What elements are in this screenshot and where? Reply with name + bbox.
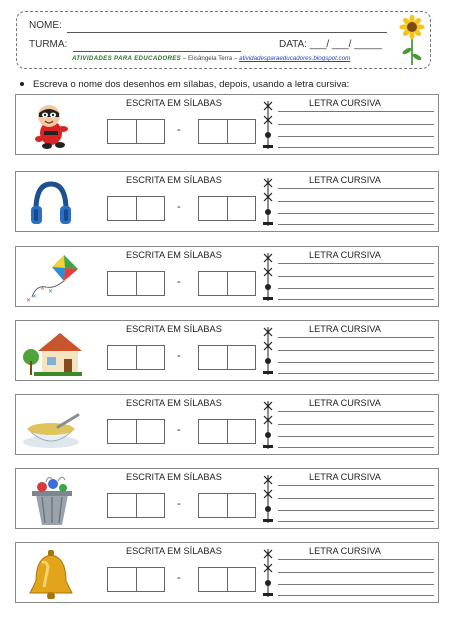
syllable-boxes-second[interactable] xyxy=(198,419,256,444)
cursive-label: LETRA CURSIVA xyxy=(309,324,381,334)
cursive-writing-line[interactable] xyxy=(278,510,434,511)
syllable-boxes-first[interactable] xyxy=(107,567,165,592)
exercise-row xyxy=(15,394,439,455)
cursive-writing-line[interactable] xyxy=(278,337,434,338)
writing-guide-icon xyxy=(262,473,274,525)
bullet-icon xyxy=(20,82,24,86)
cursive-writing-line[interactable] xyxy=(278,213,434,214)
cursive-writing-line[interactable] xyxy=(278,447,434,448)
cursive-writing-line[interactable] xyxy=(278,424,434,425)
cursive-writing-line[interactable] xyxy=(278,595,434,596)
soup-bowl-icon xyxy=(20,399,82,451)
syllable-boxes-second[interactable] xyxy=(198,567,256,592)
site-link[interactable]: atividadesparaeducadores.blogspot.com xyxy=(239,55,351,62)
svg-text:✕: ✕ xyxy=(26,297,32,303)
trash-can-icon xyxy=(20,473,82,525)
syllable-separator: - xyxy=(177,201,181,213)
cursive-label: LETRA CURSIVA xyxy=(309,250,381,260)
cursive-label: LETRA CURSIVA xyxy=(309,175,381,185)
syllable-boxes-first[interactable] xyxy=(107,493,165,518)
syllable-separator: - xyxy=(177,350,181,362)
exercise-row xyxy=(15,246,439,307)
svg-text:✕: ✕ xyxy=(48,288,54,295)
turma-line xyxy=(73,51,241,52)
sunflower-icon xyxy=(399,15,425,67)
cursive-writing-line[interactable] xyxy=(278,299,434,300)
syllable-boxes-second[interactable] xyxy=(198,119,256,144)
writing-guide-icon xyxy=(262,99,274,151)
cursive-writing-line[interactable] xyxy=(278,124,434,125)
syllable-boxes-second[interactable] xyxy=(198,196,256,221)
writing-guide-icon xyxy=(262,251,274,303)
cursive-writing-line[interactable] xyxy=(278,263,434,264)
syllable-boxes-first[interactable] xyxy=(107,419,165,444)
syllable-boxes-second[interactable] xyxy=(198,493,256,518)
syllables-label: ESCRITA EM SÍLABAS xyxy=(126,472,222,482)
cursive-writing-line[interactable] xyxy=(278,373,434,374)
cursive-writing-line[interactable] xyxy=(278,111,434,112)
cursive-writing-line[interactable] xyxy=(278,485,434,486)
cursive-writing-line[interactable] xyxy=(278,136,434,137)
cursive-writing-line[interactable] xyxy=(278,498,434,499)
exercise-row xyxy=(15,94,439,155)
syllables-label: ESCRITA EM SÍLABAS xyxy=(126,324,222,334)
superhero-baby-icon xyxy=(20,99,82,151)
syllables-label: ESCRITA EM SÍLABAS xyxy=(126,398,222,408)
svg-text:✕: ✕ xyxy=(40,285,46,292)
writing-guide-icon xyxy=(262,547,274,599)
syllable-separator: - xyxy=(177,572,181,584)
author-name: – Elisângela Terra – xyxy=(181,55,240,62)
cursive-writing-line[interactable] xyxy=(278,436,434,437)
house-icon xyxy=(20,325,82,377)
cursive-writing-line[interactable] xyxy=(278,188,434,189)
exercise-row xyxy=(15,320,439,381)
cursive-label: LETRA CURSIVA xyxy=(309,398,381,408)
nome-line xyxy=(67,32,387,33)
cursive-writing-line[interactable] xyxy=(278,147,434,148)
instruction xyxy=(20,79,349,90)
exercise-row xyxy=(15,542,439,603)
cursive-label: LETRA CURSIVA xyxy=(309,472,381,482)
syllable-separator: - xyxy=(177,276,181,288)
cursive-writing-line[interactable] xyxy=(278,521,434,522)
cursive-label: LETRA CURSIVA xyxy=(309,546,381,556)
syllable-boxes-second[interactable] xyxy=(198,271,256,296)
syllables-label: ESCRITA EM SÍLABAS xyxy=(126,546,222,556)
nome-label: NOME: xyxy=(29,20,62,31)
cursive-label: LETRA CURSIVA xyxy=(309,98,381,108)
exercise-row xyxy=(15,468,439,529)
syllable-boxes-first[interactable] xyxy=(107,119,165,144)
cursive-writing-line[interactable] xyxy=(278,350,434,351)
syllables-label: ESCRITA EM SÍLABAS xyxy=(126,98,222,108)
turma-label: TURMA: xyxy=(29,39,68,50)
cursive-writing-line[interactable] xyxy=(278,584,434,585)
syllable-separator: - xyxy=(177,424,181,436)
cursive-writing-line[interactable] xyxy=(278,288,434,289)
credit-line xyxy=(72,55,350,62)
syllables-label: ESCRITA EM SÍLABAS xyxy=(126,175,222,185)
writing-guide-icon xyxy=(262,325,274,377)
syllable-boxes-second[interactable] xyxy=(198,345,256,370)
cursive-writing-line[interactable] xyxy=(278,276,434,277)
exercise-row xyxy=(15,171,439,232)
cursive-writing-line[interactable] xyxy=(278,201,434,202)
syllables-label: ESCRITA EM SÍLABAS xyxy=(126,250,222,260)
data-label: DATA: ___/ ___/ _____ xyxy=(279,39,383,50)
cursive-writing-line[interactable] xyxy=(278,362,434,363)
cursive-writing-line[interactable] xyxy=(278,224,434,225)
writing-guide-icon xyxy=(262,176,274,228)
syllable-separator: - xyxy=(177,498,181,510)
cursive-writing-line[interactable] xyxy=(278,559,434,560)
bell-icon xyxy=(20,547,82,599)
cursive-writing-line[interactable] xyxy=(278,411,434,412)
brand-name: ATIVIDADES PARA EDUCADORES xyxy=(72,55,182,62)
headphones-icon xyxy=(20,176,82,228)
header-box xyxy=(16,11,431,69)
kite-icon xyxy=(20,251,82,303)
syllable-separator: - xyxy=(177,124,181,136)
cursive-writing-line[interactable] xyxy=(278,572,434,573)
writing-guide-icon xyxy=(262,399,274,451)
syllable-boxes-first[interactable] xyxy=(107,345,165,370)
syllable-boxes-first[interactable] xyxy=(107,271,165,296)
svg-text:✕: ✕ xyxy=(32,293,38,300)
syllable-boxes-first[interactable] xyxy=(107,196,165,221)
instruction-text: Escreva o nome dos desenhos em sílabas, depois, usando a letra cursiva: xyxy=(33,79,350,90)
